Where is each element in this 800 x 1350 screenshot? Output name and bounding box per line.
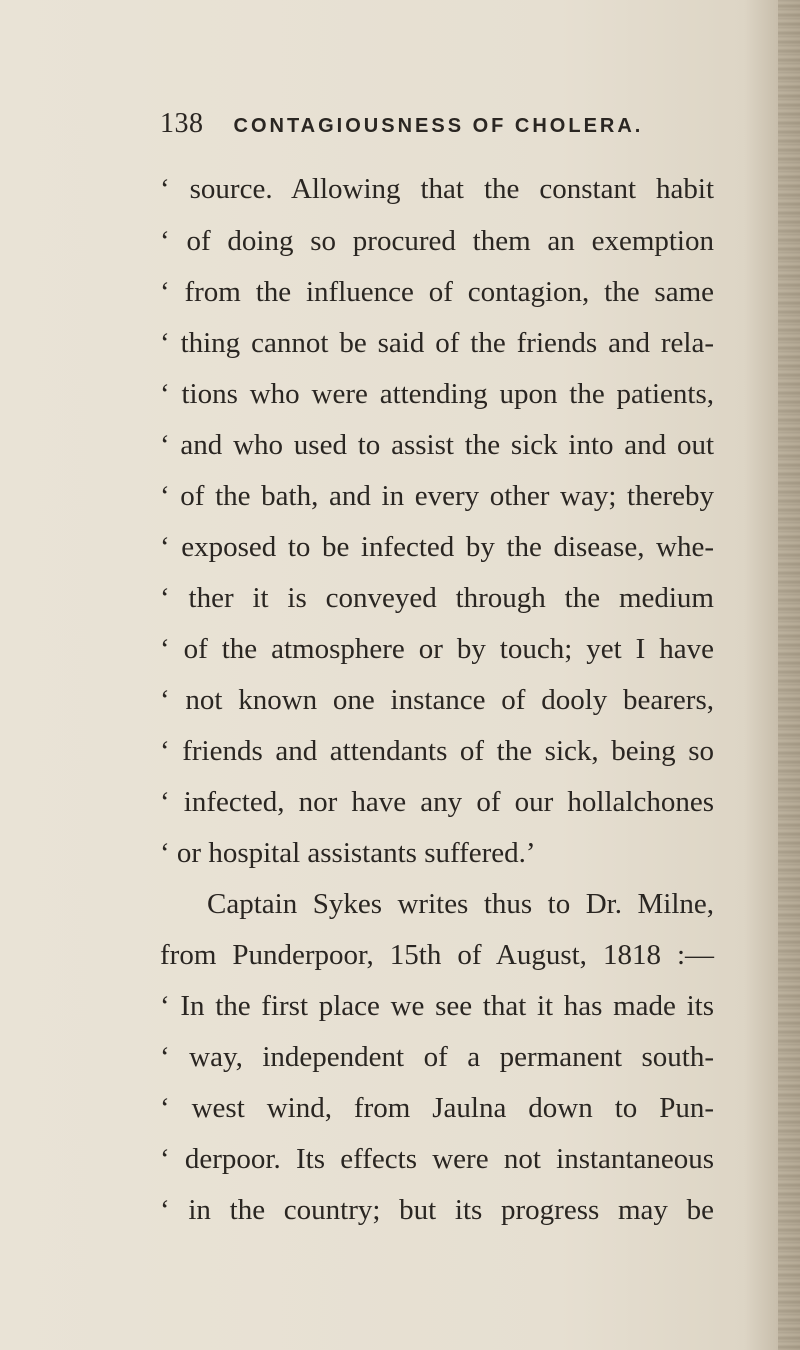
- text-line: from Punderpoor, 15th of August, 1818 :—: [160, 939, 714, 971]
- text-line: ‘ thing cannot be said of the friends and rela-: [160, 327, 714, 359]
- text-line: Captain Sykes writes thus to Dr. Milne,: [207, 888, 714, 920]
- text-line: ‘ of the atmosphere or by touch; yet I have: [160, 633, 714, 665]
- running-head: CONTAGIOUSNESS OF CHOLERA.: [233, 115, 644, 137]
- text-line: ‘ ther it is conveyed through the medium: [160, 582, 714, 614]
- text-line: ‘ of the bath, and in every other way; thereby: [160, 480, 714, 512]
- text-line: ‘ infected, nor have any of our hollalchones: [160, 786, 714, 818]
- text-line: ‘ In the first place we see that it has made its: [160, 990, 714, 1022]
- text-line: ‘ tions who were attending upon the patients,: [160, 378, 714, 410]
- text-line: ‘ not known one instance of dooly bearers,: [160, 684, 714, 716]
- text-line: ‘ and who used to assist the sick into and out: [160, 429, 714, 461]
- text-line: ‘ or hospital assistants suffered.’: [160, 837, 536, 869]
- page-number: 138: [160, 108, 204, 139]
- text-line: ‘ west wind, from Jaulna down to Pun-: [160, 1092, 714, 1124]
- page-header: [160, 108, 760, 148]
- text-line: ‘ from the influence of contagion, the same: [160, 276, 714, 308]
- page-edge: [778, 0, 800, 1350]
- text-line: ‘ friends and attendants of the sick, being so: [160, 735, 714, 767]
- text-line: ‘ of doing so procured them an exemption: [160, 225, 714, 257]
- text-line: ‘ exposed to be infected by the disease, whe-: [160, 531, 714, 563]
- text-line: ‘ source. Allowing that the constant habit: [160, 173, 714, 205]
- text-line: ‘ in the country; but its progress may be: [160, 1194, 714, 1226]
- text-line: ‘ way, independent of a permanent south-: [160, 1041, 714, 1073]
- text-line: ‘ derpoor. Its effects were not instantaneous: [160, 1143, 714, 1175]
